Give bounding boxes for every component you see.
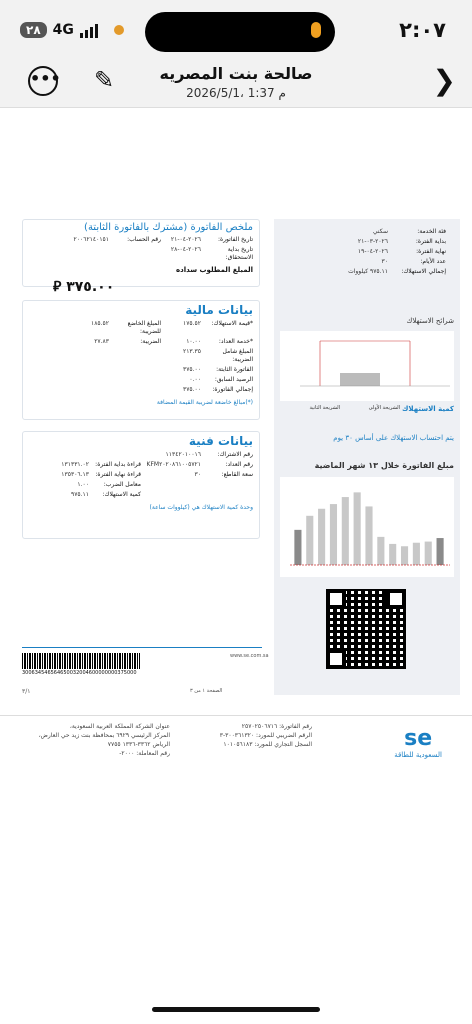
value: ١٣١٣٣١.٠٢ bbox=[61, 461, 89, 468]
network-label: 4G bbox=[52, 22, 74, 38]
label: سعة القاطع: bbox=[221, 471, 253, 478]
financial-note: (*)مبالغ خاضعة لضريبة القيمة المضافة bbox=[156, 399, 253, 406]
label: معامل الضرب: bbox=[103, 481, 141, 488]
tiers-chart bbox=[280, 331, 454, 401]
footer-line: المركز الرئيسي ٦٩٢٩ بمحافظة بنت زيد حي العارض، bbox=[38, 732, 170, 739]
qr-code bbox=[326, 589, 406, 669]
value: ١٠.٠٠ bbox=[186, 338, 201, 345]
service-row bbox=[282, 257, 452, 267]
value: ٢٠٢٦-٠٣-٢١ bbox=[357, 238, 388, 245]
tier1-label: الشريحة الأولى bbox=[368, 405, 400, 411]
value: ٣٠ bbox=[381, 258, 388, 265]
tiers-note: يتم احتساب الاستهلاك على أساس ٣٠ يوم bbox=[333, 434, 454, 442]
qr-finder bbox=[386, 589, 406, 609]
barcode-number: 300634546564650032004600000000375000 bbox=[22, 670, 137, 676]
tier2-label: الشريحة الثانية bbox=[309, 405, 340, 411]
label: *خدمة العداد: bbox=[218, 338, 253, 345]
history-bar bbox=[365, 506, 372, 565]
value: ٩٧٥.١١ كيلووات bbox=[348, 268, 388, 275]
label: تاريخ بداية الاستحقاق: bbox=[225, 246, 253, 261]
edit-pencil-icon[interactable]: ✎ bbox=[94, 66, 115, 94]
label: الرصيد السابق: bbox=[214, 376, 253, 383]
label: قراءة نهاية الفترة: bbox=[95, 471, 141, 478]
service-row bbox=[282, 227, 452, 237]
history-bar bbox=[425, 542, 432, 565]
summary-title: ملخص الفاتورة (مشترك بالفاتورة الثابتة) bbox=[84, 222, 253, 233]
barcode-image bbox=[22, 653, 140, 669]
label: رقم الاشتراك: bbox=[217, 451, 253, 458]
financial-row bbox=[23, 337, 259, 347]
label: الفاتورة الثابتة: bbox=[216, 366, 253, 373]
divider bbox=[22, 647, 262, 648]
logo-tagline: السعودية للطاقة bbox=[394, 751, 442, 759]
financial-row bbox=[23, 347, 259, 365]
history-bar bbox=[389, 544, 396, 565]
value: ٢٠٢٦-٠٤-٢١ bbox=[170, 236, 201, 243]
value: ٢٧.٨٣ bbox=[94, 338, 109, 345]
history-bar bbox=[306, 516, 313, 565]
service-column bbox=[274, 219, 460, 695]
history-bar bbox=[401, 546, 408, 565]
label: *قيمة الاستهلاك: bbox=[211, 320, 253, 327]
footer-right-text bbox=[172, 722, 312, 749]
spacer bbox=[141, 491, 253, 499]
label: كمية الاستهلاك: bbox=[102, 491, 141, 498]
microphone-icon bbox=[311, 22, 321, 38]
tech-row bbox=[23, 480, 259, 490]
tier-bar bbox=[340, 373, 380, 386]
summary-row bbox=[23, 245, 259, 263]
nav-bar bbox=[0, 62, 472, 108]
service-info bbox=[274, 219, 460, 285]
label: المبلغ شامل الضريبة: bbox=[222, 348, 253, 363]
financial-row bbox=[23, 385, 259, 395]
technical-card bbox=[22, 431, 260, 539]
history-bar bbox=[294, 530, 301, 565]
more-options-button[interactable]: ••• bbox=[28, 66, 58, 96]
signal-icon bbox=[80, 22, 98, 38]
summary-card bbox=[22, 219, 260, 295]
history-bar bbox=[377, 537, 384, 565]
value: ٣٧٥.٠٠ bbox=[182, 366, 201, 373]
technical-title: بيانات فنية bbox=[188, 434, 253, 448]
financial-card bbox=[22, 300, 260, 420]
tiers-title: شرائح الاستهلاك bbox=[406, 317, 454, 325]
label: رقم العداد: bbox=[225, 461, 253, 468]
financial-title: بيانات مالية bbox=[185, 303, 253, 317]
value: ٣٧٥.٠٠ bbox=[182, 386, 201, 393]
back-chevron-icon[interactable]: ❯ bbox=[432, 64, 456, 97]
value: ١.٠٠ bbox=[77, 481, 89, 488]
page-label: الصفحة ١ من ٣ bbox=[190, 688, 223, 694]
service-row bbox=[282, 247, 452, 257]
spacer bbox=[141, 481, 253, 489]
label: قراءة بداية الفترة: bbox=[95, 461, 141, 468]
chat-title: صالحة بنت المصريه bbox=[159, 64, 313, 83]
history-bar bbox=[413, 543, 420, 565]
value: ٢٠٠٦٢١٤٠١٥١ bbox=[73, 236, 109, 243]
footer-line: عنوان الشركة المملكة العربية السعودية، bbox=[69, 723, 170, 730]
chat-subtitle: 2026/5/1، 1:37 م bbox=[186, 86, 286, 100]
value: ١١٣٤٢٠١٠٠١٦ bbox=[165, 451, 201, 458]
value: ٢١٣.٣٥ bbox=[182, 348, 201, 355]
value: ٩٧٥.١١ bbox=[70, 491, 89, 498]
logo-mark: se bbox=[404, 726, 433, 751]
label: عدد الأيام: bbox=[420, 258, 446, 265]
label: فئة الخدمة: bbox=[417, 228, 446, 235]
summary-row bbox=[23, 235, 259, 245]
footer-line: رقم المعاملة: ٢٠٠٠- bbox=[119, 750, 170, 757]
dynamic-island bbox=[145, 12, 335, 52]
value: سكني bbox=[372, 228, 388, 235]
recording-dot-icon bbox=[114, 25, 124, 35]
value: ٣٠ bbox=[194, 471, 201, 478]
footer-line: الرقم الضريبي للمورد: ٣٠٠٣٦١٣٢٠-٣ bbox=[219, 732, 312, 739]
qr-finder bbox=[326, 649, 346, 669]
financial-row bbox=[23, 375, 259, 385]
label: المبلغ الخاضع للضريبة: bbox=[127, 320, 161, 335]
due-amount-value: ٣٧٥.٠٠ bbox=[66, 279, 115, 295]
status-left bbox=[20, 22, 124, 38]
label: الضريبة: bbox=[140, 338, 161, 345]
value: KFM٢٠٢٠٨٦١٠٠٥٧٢١ bbox=[146, 461, 201, 468]
status-bar bbox=[0, 0, 472, 62]
label: نهاية الفترة: bbox=[416, 248, 446, 255]
history-bar bbox=[318, 509, 325, 565]
footer-line: السجل التجاري للمورد: ١٠١٠٥٦١٨٣ bbox=[223, 741, 312, 748]
tech-row bbox=[23, 470, 259, 480]
due-amount: ⃁ ٣٧٥.٠٠ bbox=[53, 279, 115, 295]
financial-row bbox=[23, 319, 259, 337]
value: ١٧٥.٥٢ bbox=[182, 320, 201, 327]
invoice-left-column bbox=[20, 205, 270, 705]
home-indicator[interactable] bbox=[152, 1007, 320, 1012]
tiers-chart-bg bbox=[280, 331, 454, 401]
financial-row bbox=[23, 365, 259, 375]
label: رقم الحساب: bbox=[127, 236, 161, 243]
due-label bbox=[23, 263, 259, 275]
history-title: مبلغ الفاتورة خلال ١٣ شهر الماضية bbox=[314, 461, 454, 470]
history-chart bbox=[280, 477, 454, 577]
tiers-quantity-label: كمية الاستهلاك bbox=[401, 405, 454, 413]
history-bar bbox=[437, 538, 444, 565]
value: ٢٠٢٦-٠٤-٢٨ bbox=[170, 246, 201, 253]
invoice-footer bbox=[0, 715, 472, 775]
status-time: ٢:٠٧ bbox=[399, 18, 446, 42]
history-bar bbox=[342, 497, 349, 565]
tech-row bbox=[23, 450, 259, 460]
value: ٠.٠٠ bbox=[189, 376, 201, 383]
value: ١٨٥.٥٢ bbox=[90, 320, 109, 327]
footer-line: رقم الفاتورة: ٢٥٧٠٢٥٠٦٧١٦ bbox=[241, 723, 312, 730]
tech-row bbox=[23, 490, 259, 500]
label: إجمالي الاستهلاك: bbox=[401, 268, 446, 275]
label: إجمالي الفاتورة: bbox=[212, 386, 253, 393]
website-label: www.se.com.sa bbox=[230, 653, 269, 659]
value: ١٣٥٣٠٦.١٣ bbox=[61, 471, 89, 478]
value: ٢٠٢٦-٠٤-١٩ bbox=[357, 248, 388, 255]
history-bar bbox=[330, 504, 337, 565]
footer-line: الرياض ٣٣٦٢-١٣٣٦ ٧٧٥٥ bbox=[107, 741, 170, 748]
service-row bbox=[282, 237, 452, 247]
battery-indicator: ٢٨ bbox=[20, 22, 47, 38]
due-label-text: المبلغ المطلوب سداده bbox=[176, 266, 253, 274]
technical-note: وحدة كمية الاستهلاك هي (كيلووات ساعة) bbox=[149, 504, 253, 511]
tech-row bbox=[23, 460, 259, 470]
service-row bbox=[282, 267, 452, 277]
footer-left-text bbox=[20, 722, 170, 758]
label: تاريخ الفاتورة: bbox=[217, 236, 253, 243]
qr-finder bbox=[326, 589, 346, 609]
company-logo bbox=[394, 726, 442, 759]
page-number: ٣/١ bbox=[22, 688, 31, 695]
history-bar bbox=[354, 492, 361, 565]
label: بداية الفترة: bbox=[415, 238, 446, 245]
invoice-document[interactable] bbox=[12, 205, 460, 705]
